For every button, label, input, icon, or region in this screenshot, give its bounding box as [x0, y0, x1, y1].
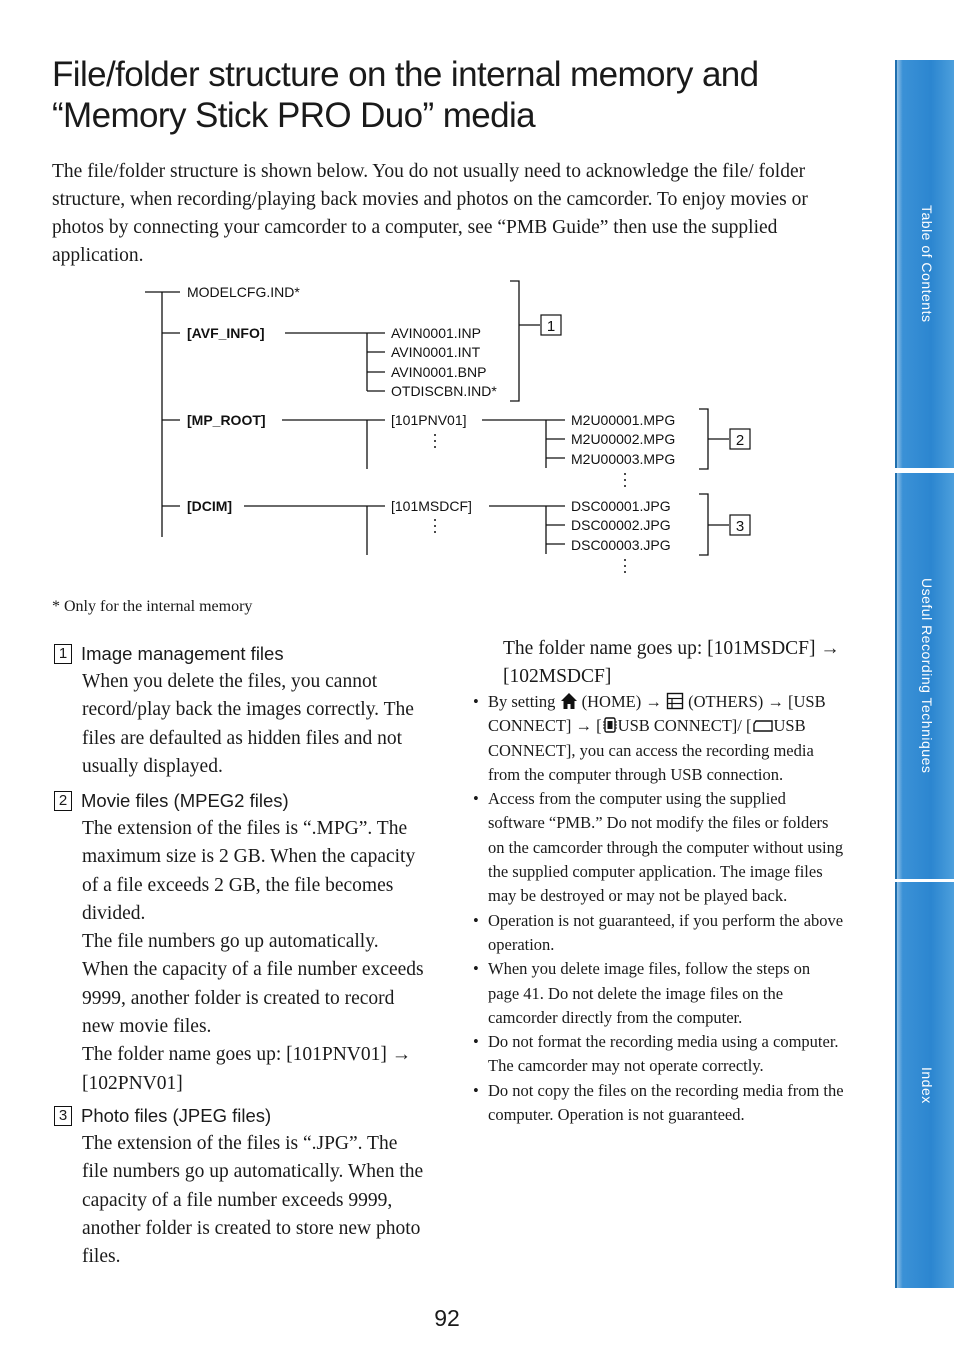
- file-avin-bnp: AVIN0001.BNP: [391, 364, 487, 380]
- internal-memory-icon: [602, 716, 618, 734]
- note-1-part-a: By setting: [488, 692, 556, 711]
- note-item-5: • Do not format the recording media using a computer. The camcorder may not operate correctly.: [472, 1030, 844, 1079]
- tab-index[interactable]: [895, 882, 954, 1288]
- file-m2u00003: M2U00003.MPG: [571, 451, 676, 467]
- item-number-box-2: 2: [54, 791, 72, 811]
- item-number-box-3: 3: [54, 1106, 72, 1126]
- folder-name-note: The folder name goes up: [101MSDCF] → [102MSDCF]: [503, 638, 840, 688]
- intro-paragraph: The file/folder structure is shown below. You do not usually need to acknowledge the file/ folder structure, when recording/playing back movies and photos on the camcorder. To enjoy movies or photos by connecting your camcorder to a computer, see “PMB Guide” then use the supplied application.: [52, 161, 808, 266]
- notes-list: [472, 690, 844, 1127]
- diagram-box-3: [730, 515, 750, 535]
- item-number-box-1: 1: [54, 644, 72, 664]
- item-heading-2: [54, 789, 289, 813]
- item-2-paragraph-3: The folder name goes up: [101PNV01] → [102PNV01]: [82, 1044, 412, 1094]
- others-icon: [666, 692, 684, 710]
- file-dsc00002: DSC00002.JPG: [571, 517, 671, 533]
- folder-structure-diagram: [0, 270, 780, 590]
- item-body-3: [82, 1130, 427, 1271]
- note-1-part-e: USB CONNECT], you can access the recording media from the computer through USB connection.: [488, 716, 814, 784]
- item-2-paragraph-2: The file numbers go up automatically. When the capacity of a file number exceeds 9999, another folder is created to record new movie files.: [82, 931, 424, 1038]
- file-avin-int: AVIN0001.INT: [391, 344, 481, 360]
- page-number: 92: [434, 1305, 460, 1331]
- item-3-paragraph: The extension of the files is “.JPG”. The file numbers go up automatically. When the capacity of a file number exceeds 9999, another folder is created to store new photo files.: [82, 1133, 424, 1268]
- file-m2u00002: M2U00002.MPG: [571, 431, 676, 447]
- file-m2u00001: M2U00001.MPG: [571, 412, 676, 428]
- page-title-line-1: File/folder structure on the internal memory and: [52, 55, 759, 94]
- item-title-1: Image management files: [81, 643, 284, 664]
- diagram-box-3-label: 3: [735, 518, 745, 535]
- file-otdiscbn: OTDISCBN.IND*: [391, 383, 497, 399]
- file-dsc00003: DSC00003.JPG: [571, 537, 671, 553]
- note-item-usb-connect: [472, 690, 844, 787]
- tab-index-label-wrap: [917, 882, 937, 1288]
- item-2-paragraph-1: The extension of the files is “.MPG”. The maximum size is 2 GB. When the capacity of a file exceeds 2 GB, the file becomes divided.: [82, 818, 416, 924]
- item-1-paragraph: When you delete the files, you cannot record/play back the images correctly. The files are defaulted as hidden files and not usually displayed.: [82, 671, 414, 777]
- item-title-2: Movie files (MPEG2 files): [81, 790, 289, 811]
- file-dsc00001: DSC00001.JPG: [571, 498, 671, 514]
- item-heading-3: [54, 1104, 271, 1128]
- footnote: * Only for the internal memory: [52, 598, 253, 615]
- folder-101msdcf: [101MSDCF]: [391, 498, 472, 514]
- note-1-part-b: (HOME) →: [581, 692, 662, 711]
- note-item-2: • Access from the computer using the supplied software “PMB.” Do not modify the files or folders on the camcorder through the computer without using the supplied computer application. The image files may be destroyed or may not be played back.: [472, 787, 844, 908]
- page-title-line-2: “Memory Stick PRO Duo” media: [52, 96, 536, 135]
- tab-table-of-contents-label: Table of Contents: [919, 205, 935, 323]
- diagram-box-1-label: 1: [546, 318, 556, 335]
- folder-101pnv01: [101PNV01]: [391, 412, 467, 428]
- item-body-2: [82, 815, 427, 1098]
- tab-useful-recording-techniques-label: Useful Recording Techniques: [919, 578, 935, 774]
- diagram-box-2-label: 2: [735, 432, 745, 449]
- diagram-box-2: [730, 429, 750, 449]
- tab-table-of-contents-label-wrap: [917, 60, 937, 468]
- item-heading-1: [54, 642, 284, 666]
- item-title-3: Photo files (JPEG files): [81, 1105, 272, 1126]
- note-item-6: • Do not copy the files on the recording media from the computer. Operation is not guaranteed.: [472, 1079, 844, 1128]
- folder-mp-root: [MP_ROOT]: [187, 412, 266, 428]
- diagram-box-1: [541, 315, 561, 335]
- note-1-part-d: USB CONNECT]/ [: [617, 716, 752, 736]
- home-icon: [560, 692, 578, 710]
- note-item-3: • Operation is not guaranteed, if you perform the above operation.: [472, 909, 844, 958]
- tab-useful-recording-techniques[interactable]: [895, 473, 954, 879]
- file-modelcfg: MODELCFG.IND*: [187, 284, 300, 300]
- folder-dcim: [DCIM]: [187, 498, 233, 514]
- tab-useful-recording-techniques-label-wrap: [917, 473, 937, 879]
- tab-index-label: Index: [919, 1066, 935, 1104]
- page-title: [52, 54, 872, 136]
- tab-table-of-contents[interactable]: [895, 60, 954, 468]
- folder-avf-info: [AVF_INFO]: [187, 325, 265, 341]
- note-item-4: • When you delete image files, follow the steps on page 41. Do not delete the image files on the camcorder directly from the computer.: [472, 957, 844, 1030]
- note-1-part-c: (OTHERS) → [USB CONNECT] → [: [488, 692, 826, 736]
- item-body-1: [82, 668, 427, 781]
- file-avin-inp: AVIN0001.INP: [391, 325, 482, 341]
- memory-stick-icon: [752, 718, 774, 734]
